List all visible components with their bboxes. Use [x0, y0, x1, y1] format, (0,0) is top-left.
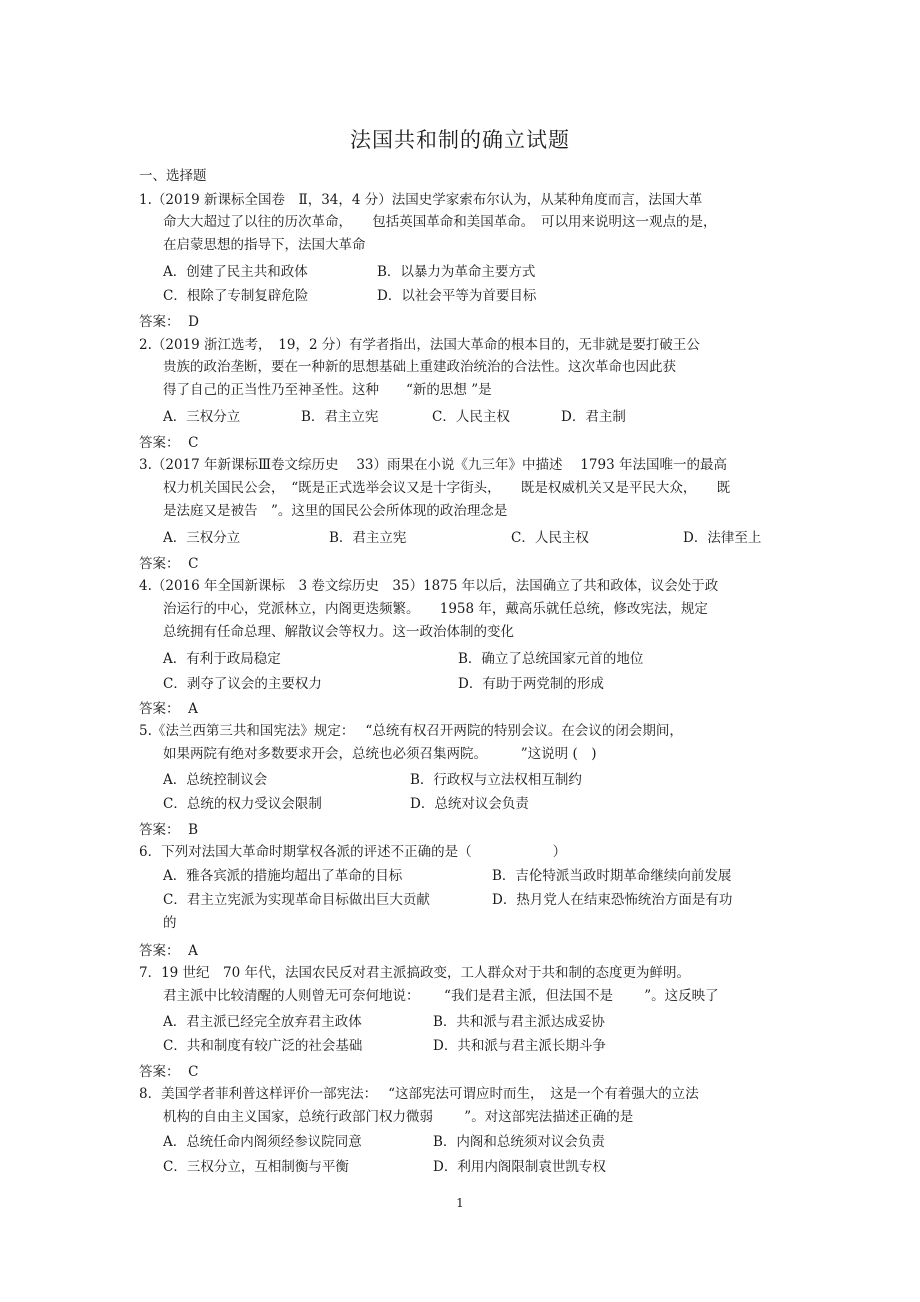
q5-option-b: B．行政权与立法权相互制约 — [410, 772, 582, 788]
q1-line3: 在启蒙思想的指导下，法国大革命 — [163, 237, 366, 253]
q7-option-c: C．共和制度有较广泛的社会基础 — [163, 1038, 363, 1054]
q2-option-c: C．人民主权 — [432, 409, 510, 425]
q2-line3: 得了自己的正当性乃至神圣性。这种 “新的思想 ”是 — [163, 382, 492, 398]
q8-line2: 机构的自由主义国家，总统行政部门权力微弱 ”。对这部宪法描述正确的是 — [163, 1109, 634, 1125]
q4-option-b: B．确立了总统国家元首的地位 — [458, 651, 644, 667]
section-heading: 一、选择题 — [139, 168, 207, 184]
q3-option-c: C．人民主权 — [511, 530, 589, 546]
page-number: 1 — [456, 1196, 464, 1210]
q7-line2: 君主派中比较清醒的人则曾无可奈何地说： “我们是君主派，但法国不是 ”。这反映了 — [163, 988, 719, 1004]
q6-line1: 6．下列对法国大革命时期掌权各派的评述不正确的是（ ） — [139, 844, 567, 860]
q2-answer: 答案： C — [139, 435, 199, 451]
q3-line3: 是法庭又是被告 ”。这里的国民公会所体现的政治理念是 — [163, 503, 508, 519]
q3-option-a: A．三权分立 — [163, 530, 241, 546]
q4-line1: 4.（2016 年全国新课标 3 卷文综历史 35）1875 年以后，法国确立了共和政体，议会处于政 — [139, 578, 719, 594]
q5-option-c: C．总统的权力受议会限制 — [163, 796, 322, 812]
q1-answer: 答案： D — [139, 314, 199, 330]
q2-line1: 2.（2019 浙江选考， 19，2 分）有学者指出，法国大革命的根本目的，无非就是要打破王公 — [139, 337, 700, 353]
q4-option-a: A．有利于政局稳定 — [163, 651, 281, 667]
q6-option-c: C．君主立宪派为实现革命目标做出巨大贡献 — [163, 892, 430, 908]
q7-answer: 答案： C — [139, 1064, 199, 1080]
q2-line2: 贵族的政治垄断，要在一种新的思想基础上重建政治统治的合法性。这次革命也因此获 — [163, 359, 676, 375]
q3-line2: 权力机关国民公会， “既是正式选举会议又是十字街头， 既是权威机关又是平民大众， 既 — [163, 480, 731, 496]
q4-option-d: D．有助于两党制的形成 — [458, 676, 604, 692]
q8-option-d: D．利用内阁限制袁世凯专权 — [433, 1159, 606, 1175]
q7-option-a: A．君主派已经完全放弃君主政体 — [163, 1014, 362, 1030]
q3-line1: 3.（2017 年新课标Ⅲ卷文综历史 33）雨果在小说《九三年》中描述 1793 年法国唯一的最高 — [139, 457, 727, 473]
q4-line3: 总统拥有任命总理、解散议会等权力。这一政治体制的变化 — [163, 624, 514, 640]
q5-option-a: A．总统控制议会 — [163, 772, 268, 788]
q1-line1: 1.（2019 新课标全国卷 Ⅱ，34，4 分）法国史学家索布尔认为，从某种角度而言，法国大革 — [139, 192, 703, 208]
q4-answer: 答案： A — [139, 701, 198, 717]
q8-option-c: C．三权分立，互相制衡与平衡 — [163, 1159, 349, 1175]
q1-option-a: A．创建了民主共和政体 — [163, 264, 308, 280]
q1-option-b: B．以暴力为革命主要方式 — [377, 264, 536, 280]
q1-option-d: D．以社会平等为首要目标 — [377, 288, 537, 304]
q7-option-d: D．共和派与君主派长期斗争 — [433, 1038, 606, 1054]
q2-option-b: B．君主立宪 — [301, 409, 379, 425]
q4-line2: 治运行的中心，党派林立，内阁更迭频繁。 1958 年，戴高乐就任总统，修改宪法，规定 — [163, 601, 708, 617]
q2-option-d: D．君主制 — [561, 409, 626, 425]
q3-option-d: D．法律至上 — [683, 530, 762, 546]
q7-line1: 7．19 世纪 70 年代，法国农民反对君主派搞政变，工人群众对于共和制的态度更为鲜明。 — [139, 965, 691, 981]
q8-option-b: B．内阁和总统须对议会负责 — [433, 1134, 605, 1150]
q8-option-a: A．总统任命内阁须经参议院同意 — [163, 1134, 362, 1150]
q6-option-d-continued: 的 — [163, 915, 177, 931]
document-title: 法国共和制的确立试题 — [350, 128, 570, 152]
q5-line1: 5.《法兰西第三共和国宪法》规定： “总统有权召开两院的特别会议。在会议的闭会期间， — [139, 723, 683, 739]
q6-option-a: A．雅各宾派的措施均超出了革命的目标 — [163, 868, 403, 884]
q6-option-b: B．吉伦特派当政时期革命继续向前发展 — [492, 868, 732, 884]
q6-option-d: D．热月党人在结束恐怖统治方面是有功 — [492, 892, 733, 908]
q2-option-a: A．三权分立 — [163, 409, 241, 425]
q5-option-d: D．总统对议会负责 — [410, 796, 529, 812]
q6-answer: 答案： A — [139, 943, 198, 959]
q7-option-b: B．共和派与君主派达成妥协 — [433, 1014, 605, 1030]
q5-line2: 如果两院有绝对多数要求开会，总统也必须召集两院。 ”这说明 ( ) — [163, 746, 597, 762]
q1-option-c: C．根除了专制复辟危险 — [163, 288, 309, 304]
q3-option-b: B．君主立宪 — [329, 530, 407, 546]
q5-answer: 答案： B — [139, 822, 199, 838]
q1-line2: 命大大超过了以往的历次革命， 包括英国革命和美国革命。 可以用来说明这一观点的是， — [163, 214, 717, 230]
q8-line1: 8．美国学者菲利普这样评价一部宪法： “这部宪法可谓应时而生， 这是一个有着强大的立法 — [139, 1086, 699, 1102]
q3-answer: 答案： C — [139, 556, 199, 572]
q4-option-c: C．剥夺了议会的主要权力 — [163, 676, 322, 692]
